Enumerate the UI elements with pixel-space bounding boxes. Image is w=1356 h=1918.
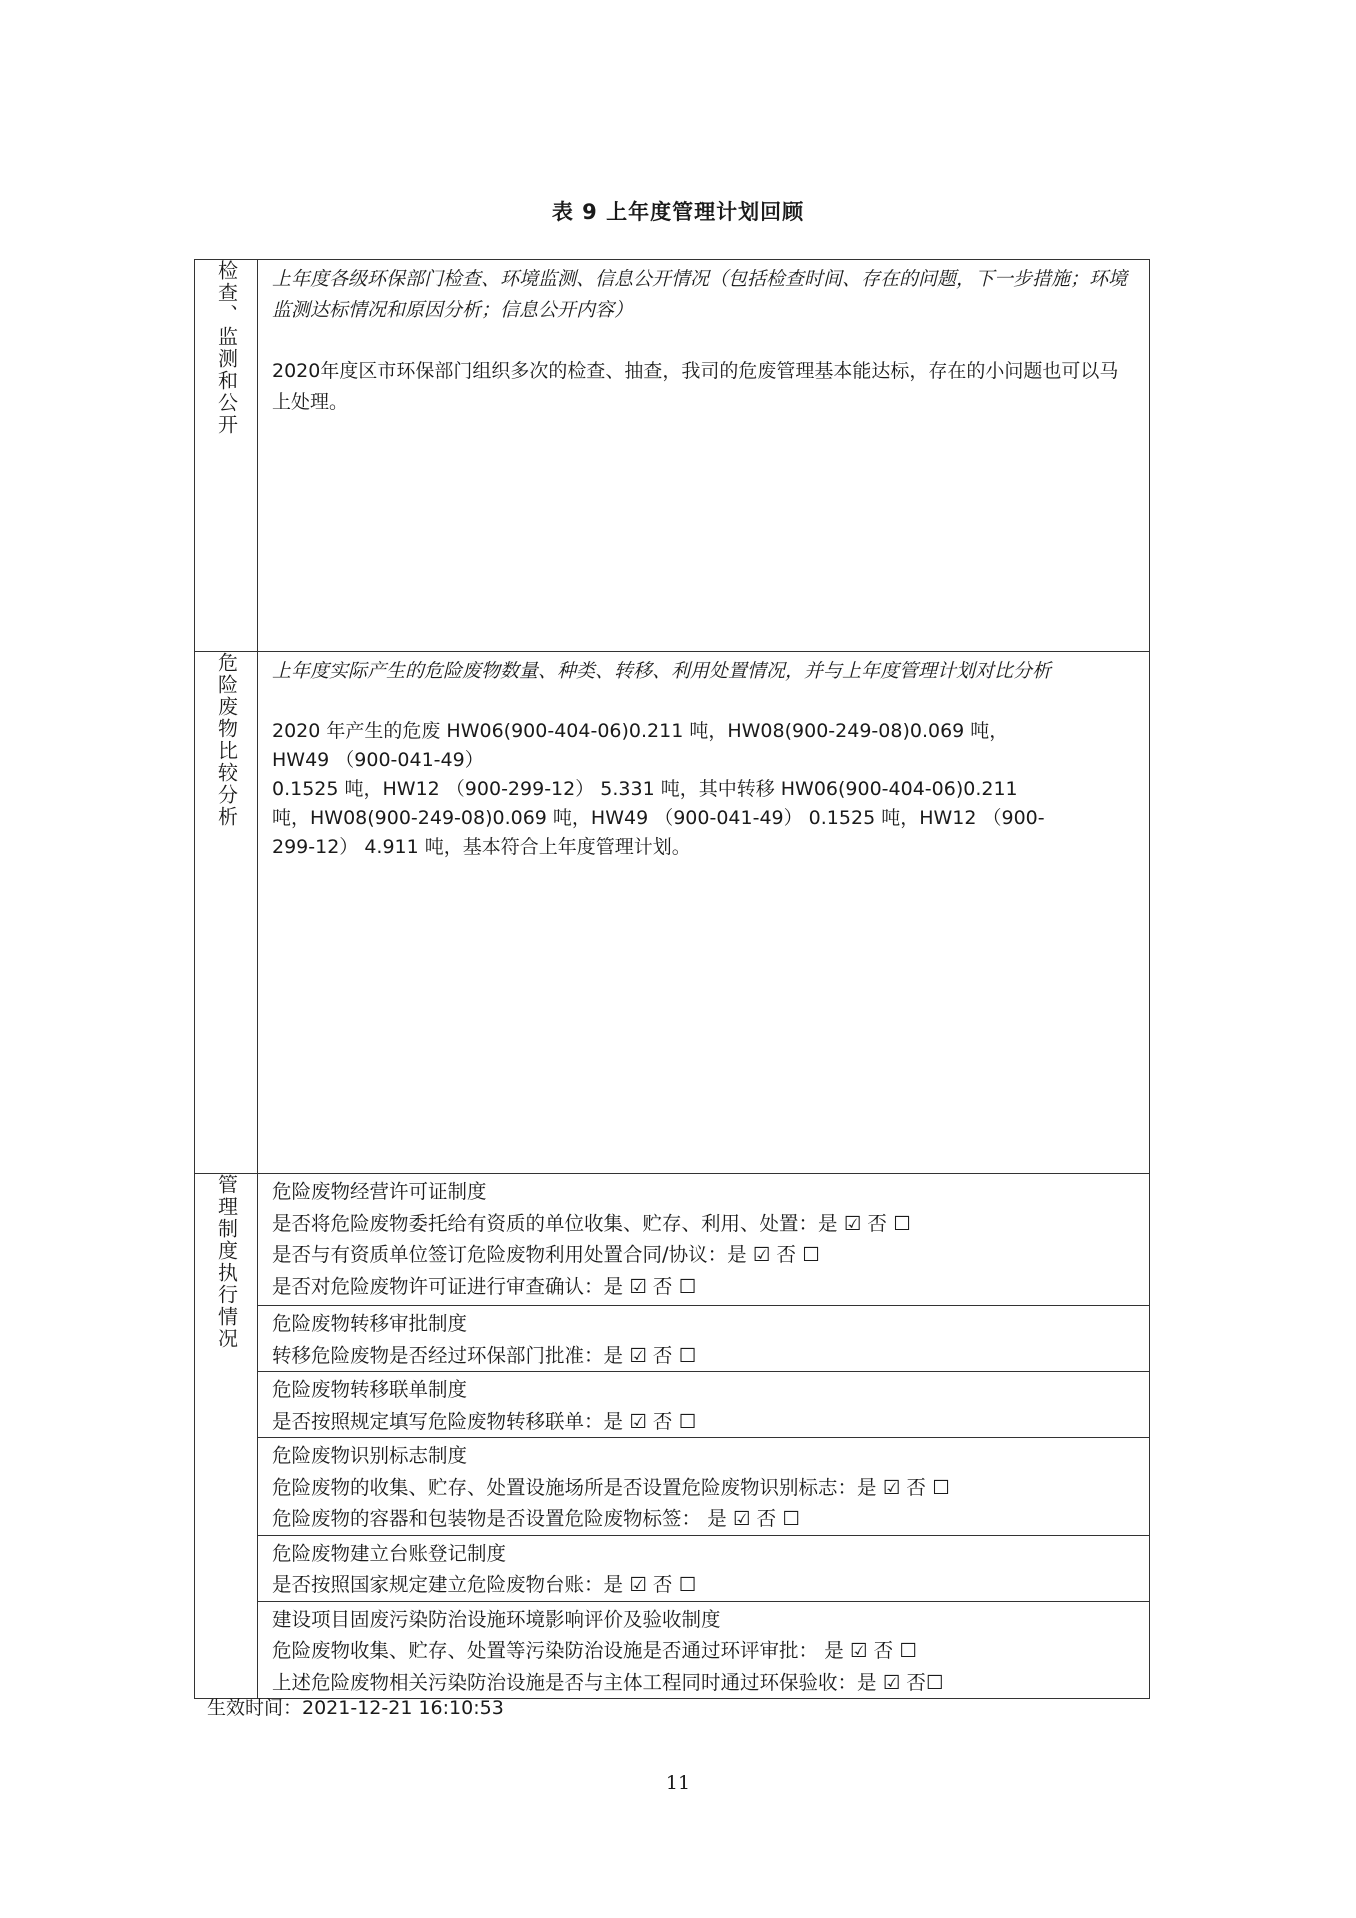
section-label: 检查、监测和公开 [214, 260, 239, 436]
rule-heading: 危险废物经营许可证制度 [272, 1180, 487, 1203]
rule-heading: 危险废物建立台账登记制度 [272, 1541, 507, 1565]
analysis-line: 299-12） 4.911 吨，基本符合上年度管理计划。 [272, 836, 691, 858]
table-row [195, 1535, 1150, 1601]
section-label-cell [195, 652, 258, 1174]
analysis-line: 2020 年产生的危废 HW06(900-404-06)0.211 吨，HW08(900-249-08)0.069 吨， [272, 720, 1009, 742]
table-row [195, 1174, 1150, 1306]
rule-line: 是否与有资质单位签订危险废物利用处置合同/协议：是 ☑ 否 ☐ [272, 1243, 820, 1266]
rule-group [258, 1174, 1150, 1306]
rule-line: 是否对危险废物许可证进行审查确认：是 ☑ 否 ☐ [272, 1274, 697, 1298]
review-table [194, 259, 1150, 1699]
rule-heading: 建设项目固废污染防治设施环境影响评价及验收制度 [272, 1607, 721, 1631]
section-label-cell [195, 260, 258, 652]
table-row [195, 1601, 1150, 1699]
table-row [195, 1372, 1150, 1438]
rule-group [258, 1372, 1150, 1438]
rule-line: 是否按照规定填写危险废物转移联单：是 ☑ 否 ☐ [272, 1409, 697, 1433]
rule-line: 是否将危险废物委托给有资质的单位收集、贮存、利用、处置：是 ☑ 否 ☐ [272, 1211, 911, 1235]
rule-line: 转移危险废物是否经过环保部门批准：是 ☑ 否 ☐ [272, 1343, 697, 1367]
section-content-cell [258, 652, 1150, 1174]
section-label: 管理制度执行情况 [214, 1174, 239, 1350]
effective-time: 生效时间：2021-12-21 16:10:53 [207, 1697, 504, 1719]
analysis-line: 吨，HW08(900-249-08)0.069 吨，HW49 （900-041-49） 0.1525 吨，HW12 （900- [272, 807, 1045, 829]
analysis-line: 0.1525 吨，HW12 （900-299-12） 5.331 吨，其中转移 HW06(900-404-06)0.211 [272, 778, 1018, 800]
section-body: 2020年度区市环保部门组织多次的检查、抽查，我司的危废管理基本能达标，存在的小问题也可以马上处理。 [272, 360, 1119, 413]
rule-line: 危险废物收集、贮存、处置等污染防治设施是否通过环评审批： 是 ☑ 否 ☐ [272, 1639, 917, 1662]
table-row [195, 652, 1150, 1174]
table-title: 表 9 上年度管理计划回顾 [551, 200, 805, 224]
section-label-cell [195, 1174, 258, 1699]
section-label: 危险废物比较分析 [214, 652, 239, 828]
table-row [195, 1438, 1150, 1536]
table-row [195, 260, 1150, 652]
rule-line: 是否按照国家规定建立危险废物台账：是 ☑ 否 ☐ [272, 1573, 697, 1596]
page-number: 11 [665, 1772, 691, 1794]
section-prompt: 上年度实际产生的危险废物数量、种类、转移、利用处置情况，并与上年度管理计划对比分析 [272, 660, 1052, 682]
rule-heading: 危险废物识别标志制度 [272, 1444, 468, 1467]
rule-group [258, 1438, 1150, 1536]
rule-heading: 危险废物转移联单制度 [272, 1378, 468, 1401]
rule-line: 上述危险废物相关污染防治设施是否与主体工程同时通过环保验收：是 ☑ 否☐ [272, 1670, 944, 1694]
table-row [195, 1306, 1150, 1372]
rule-line: 危险废物的收集、贮存、处置设施场所是否设置危险废物识别标志：是 ☑ 否 ☐ [272, 1475, 950, 1499]
rule-group [258, 1601, 1150, 1699]
rule-group [258, 1535, 1150, 1601]
section-prompt: 上年度各级环保部门检查、环境监测、信息公开情况（包括检查时间、存在的问题，下一步措施；环境监测达标情况和原因分析；信息公开内容） [272, 268, 1128, 321]
rule-line: 危险废物的容器和包装物是否设置危险废物标签： 是 ☑ 否 ☐ [272, 1507, 800, 1530]
rule-heading: 危险废物转移审批制度 [272, 1312, 468, 1335]
section-content-cell [258, 260, 1150, 652]
rule-group [258, 1306, 1150, 1372]
analysis-line: HW49 （900-041-49） [272, 749, 484, 771]
